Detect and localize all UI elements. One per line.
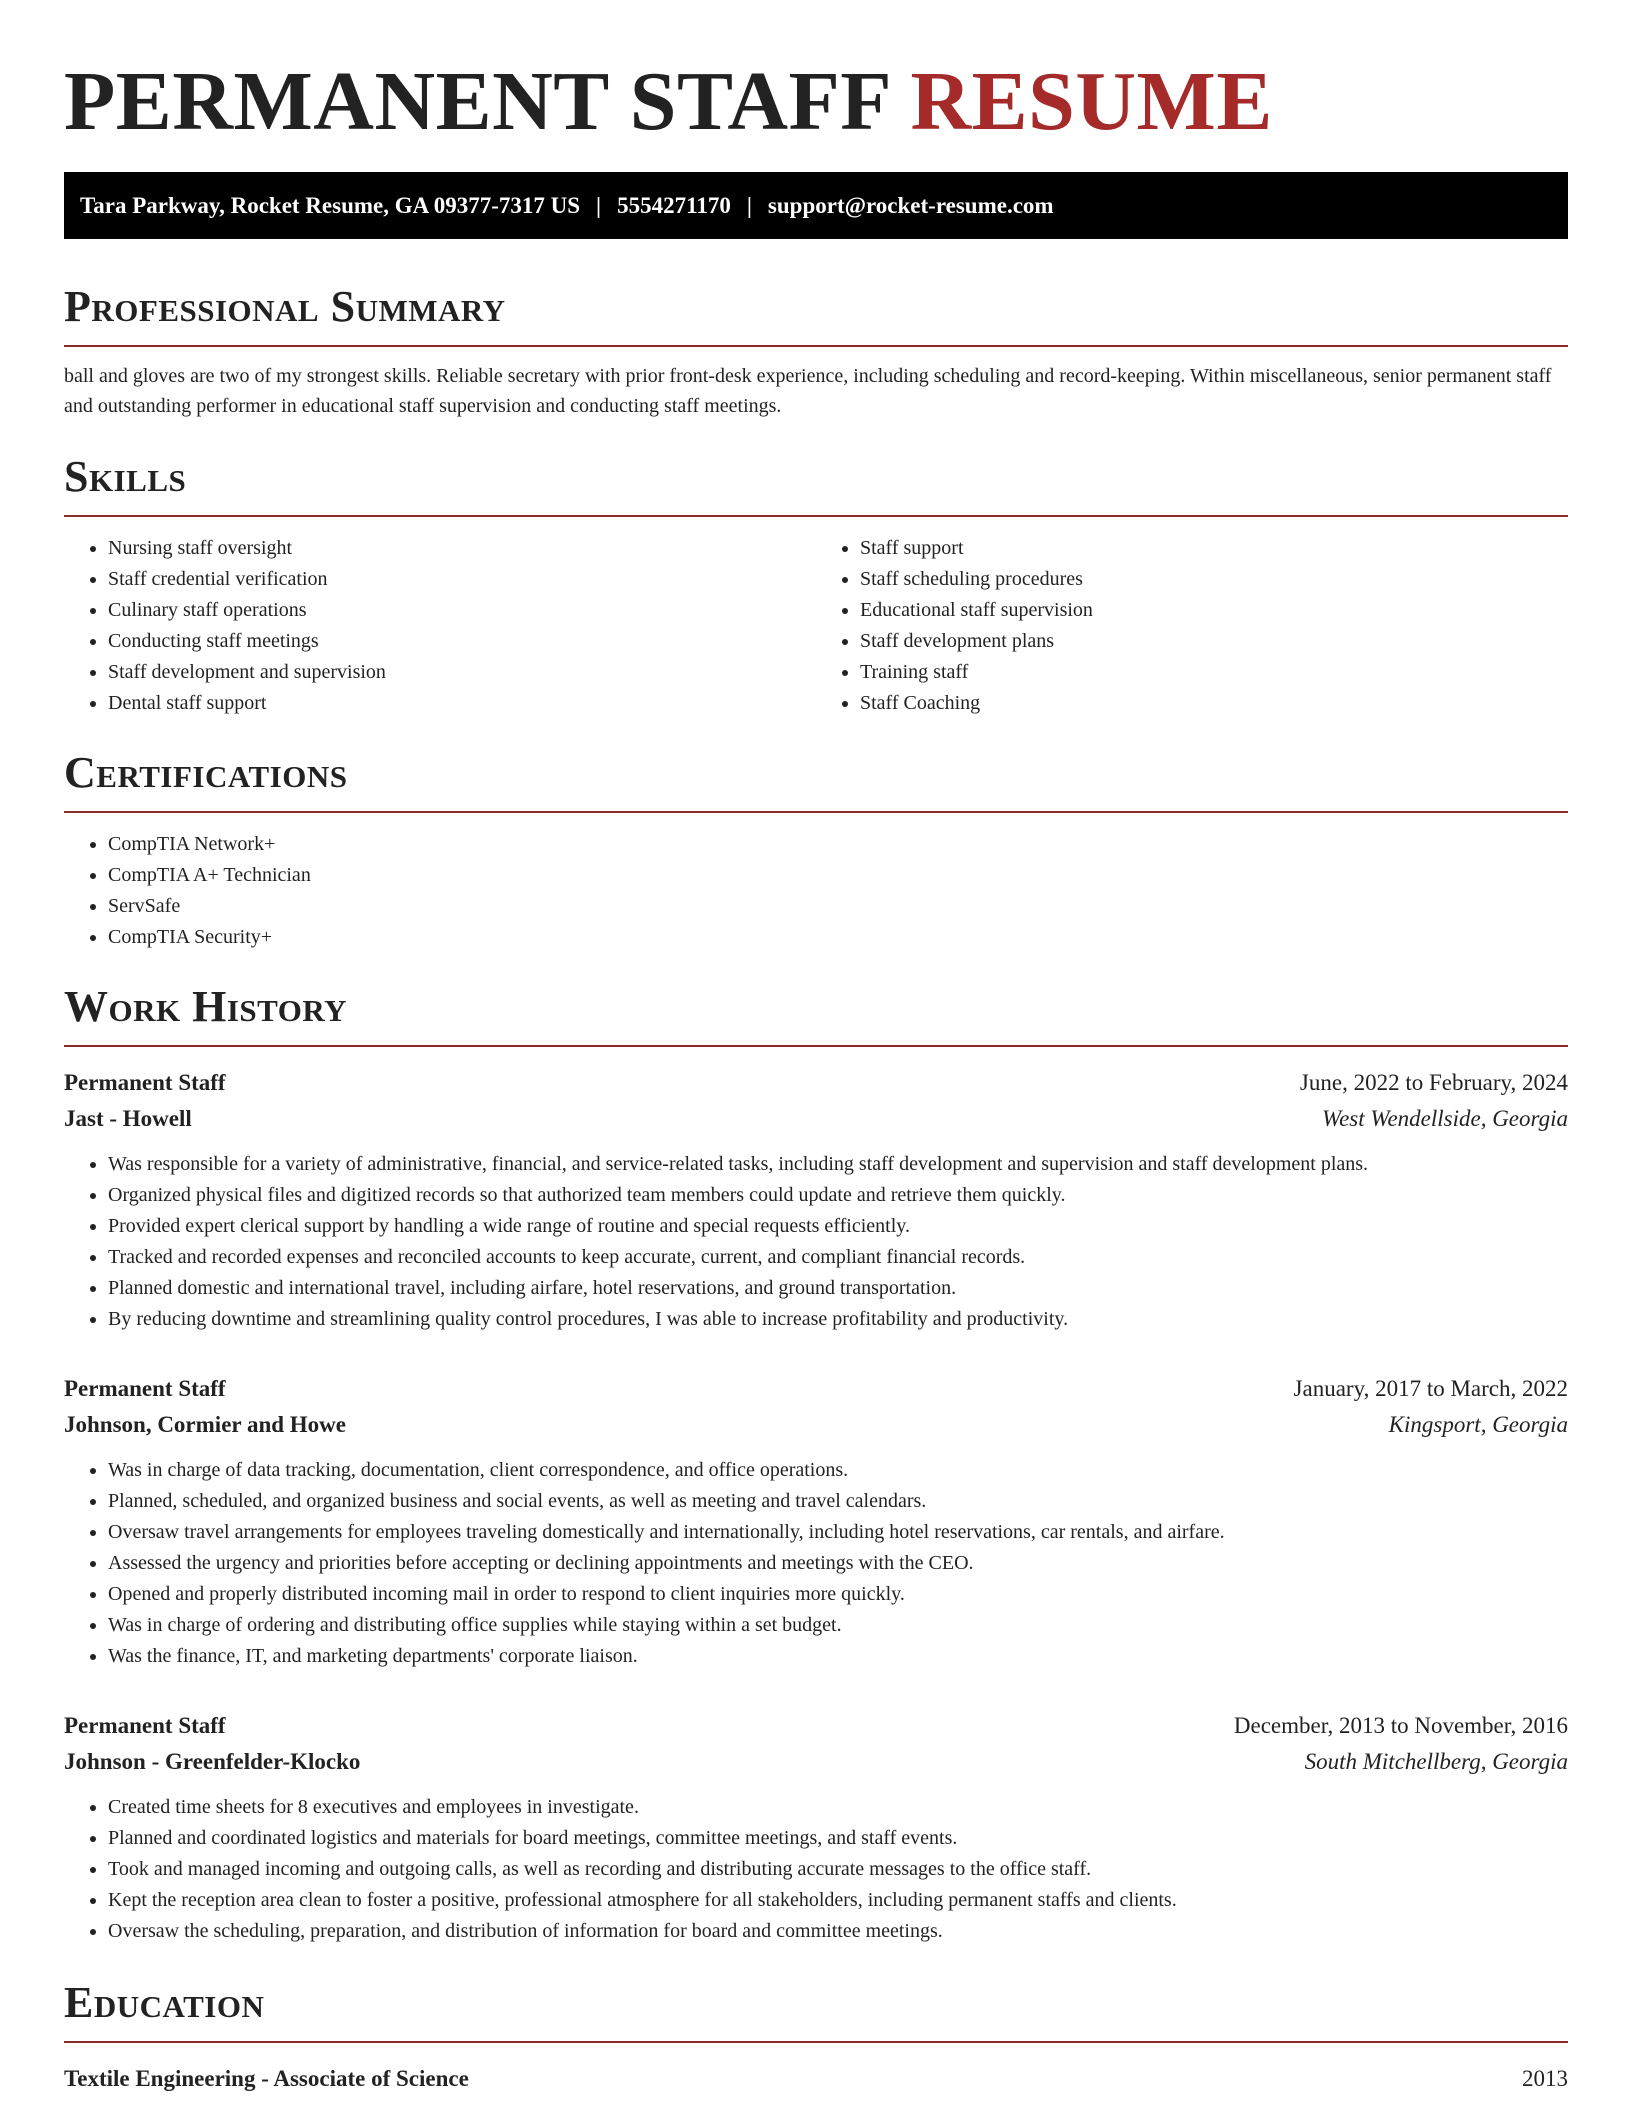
summary-text: ball and gloves are two of my strongest skills. Reliable secretary with prior front-desk experience, including scheduling and record-keeping. Within miscellaneous, senior permanent staff and outstanding performer in educational staff supervision and conducting staff meetings. (64, 365, 1552, 417)
contact-phone: 5554271170 (617, 192, 731, 218)
job-header-row (64, 1708, 1568, 1744)
job-duty: • Organized physical files and digitized records so that authorized team members could update and retrieve them quickly. (108, 1180, 1568, 1211)
title-main: PERMANENT STAFF (64, 55, 911, 148)
work-history-section (64, 981, 1568, 1947)
job-title: Permanent Staff (64, 1376, 226, 1401)
skill-item: • Staff support (860, 533, 1568, 564)
job-duty: • Oversaw the scheduling, preparation, and distribution of information for board and committee meetings. (108, 1916, 1568, 1947)
job-duty: • Tracked and recorded expenses and reconciled accounts to keep accurate, current, and compliant financial records. (108, 1242, 1568, 1273)
job-dates: December, 2013 to November, 2016 (1233, 1713, 1568, 1738)
job-duty: • Planned domestic and international travel, including airfare, hotel reservations, and ground transportation. (108, 1273, 1568, 1304)
job-entry (64, 1065, 1568, 1335)
skills-list-right (816, 533, 1568, 719)
job-location: Kingsport, Georgia (1388, 1412, 1568, 1437)
skill-item: • Nursing staff oversight (108, 533, 816, 564)
education-section (64, 1977, 1568, 2097)
job-company: Johnson, Cormier and Howe (64, 1412, 346, 1437)
skill-item: • Staff development and supervision (108, 657, 816, 688)
certification-item: • ServSafe (108, 891, 1568, 922)
job-duties-list (64, 1792, 1568, 1947)
job-duty: • Took and managed incoming and outgoing calls, as well as recording and distributing accurate messages to the office staff. (108, 1854, 1568, 1885)
skill-item: • Conducting staff meetings (108, 626, 816, 657)
job-duty: • Was in charge of data tracking, documentation, client correspondence, and office operations. (108, 1455, 1568, 1486)
education-degree: Textile Engineering - Associate of Science (64, 2066, 469, 2091)
education-row (64, 2061, 1568, 2097)
resume-title (64, 0, 1568, 148)
job-company: Jast - Howell (64, 1106, 192, 1131)
skills-columns (64, 533, 1568, 719)
job-dates: January, 2017 to March, 2022 (1293, 1376, 1568, 1401)
job-duty: • Created time sheets for 8 executives and employees in investigate. (108, 1792, 1568, 1823)
contact-bar (64, 172, 1568, 239)
education-entry (64, 2061, 1568, 2097)
skills-section (64, 451, 1568, 719)
contact-separator: | (596, 192, 602, 218)
job-duty: • Opened and properly distributed incoming mail in order to respond to client inquiries more quickly. (108, 1579, 1568, 1610)
skills-column-right (816, 533, 1568, 719)
job-duty: • Oversaw travel arrangements for employees traveling domestically and internationally, including hotel reservations, car rentals, and airfare. (108, 1517, 1568, 1548)
job-duty: • Planned and coordinated logistics and materials for board meetings, committee meetings, and staff events. (108, 1823, 1568, 1854)
job-duty: • Was responsible for a variety of administrative, financial, and service-related tasks, including staff development and supervision and staff development plans. (108, 1149, 1568, 1180)
certifications-heading: Certifications (64, 747, 1568, 813)
job-duty: • Was the finance, IT, and marketing departments' corporate liaison. (108, 1641, 1568, 1672)
job-duty: • By reducing downtime and streamlining quality control procedures, I was able to increase profitability and productivity. (108, 1304, 1568, 1335)
certification-item: • CompTIA Security+ (108, 922, 1568, 953)
skill-item: • Dental staff support (108, 688, 816, 719)
skills-column-left (64, 533, 816, 719)
education-year: 2013 (1522, 2066, 1568, 2091)
contact-separator: | (746, 192, 752, 218)
job-company-row (64, 1101, 1568, 1137)
skill-item: • Staff Coaching (860, 688, 1568, 719)
job-duty: • Kept the reception area clean to foster a positive, professional atmosphere for all stakeholders, including permanent staffs and clients. (108, 1885, 1568, 1916)
job-duties-list (64, 1149, 1568, 1335)
job-company-row (64, 1744, 1568, 1780)
contact-email: support@rocket-resume.com (767, 192, 1054, 218)
summary-section (64, 281, 1568, 421)
contact-address: Tara Parkway, Rocket Resume, GA 09377-7317 US (80, 192, 581, 218)
certification-item: • CompTIA A+ Technician (108, 860, 1568, 891)
job-entry (64, 1371, 1568, 1672)
skill-item: • Educational staff supervision (860, 595, 1568, 626)
job-duties-list (64, 1455, 1568, 1672)
skills-heading: Skills (64, 451, 1568, 517)
job-duty: • Assessed the urgency and priorities before accepting or declining appointments and meetings with the CEO. (108, 1548, 1568, 1579)
job-title: Permanent Staff (64, 1713, 226, 1738)
job-duty: • Was in charge of ordering and distributing office supplies while staying within a set budget. (108, 1610, 1568, 1641)
job-title: Permanent Staff (64, 1070, 226, 1095)
job-duty: • Planned, scheduled, and organized business and social events, as well as meeting and travel calendars. (108, 1486, 1568, 1517)
skill-item: • Culinary staff operations (108, 595, 816, 626)
skills-list-left (64, 533, 816, 719)
job-entry (64, 1708, 1568, 1947)
job-dates: June, 2022 to February, 2024 (1299, 1070, 1568, 1095)
job-company: Johnson - Greenfelder-Klocko (64, 1749, 361, 1774)
summary-heading: Professional Summary (64, 281, 1568, 347)
skill-item: • Staff scheduling procedures (860, 564, 1568, 595)
certification-item: • CompTIA Network+ (108, 829, 1568, 860)
job-location: West Wendellside, Georgia (1322, 1106, 1568, 1131)
certifications-list (64, 829, 1568, 953)
job-header-row (64, 1065, 1568, 1101)
job-location: South Mitchellberg, Georgia (1304, 1749, 1568, 1774)
job-header-row (64, 1371, 1568, 1407)
education-heading: Education (64, 1977, 1568, 2043)
work-history-heading: Work History (64, 981, 1568, 1047)
job-duty: • Provided expert clerical support by handling a wide range of routine and special requests efficiently. (108, 1211, 1568, 1242)
skill-item: • Staff development plans (860, 626, 1568, 657)
job-company-row (64, 1407, 1568, 1443)
title-accent: RESUME (910, 55, 1273, 148)
skill-item: • Training staff (860, 657, 1568, 688)
skill-item: • Staff credential verification (108, 564, 816, 595)
certifications-section (64, 747, 1568, 953)
